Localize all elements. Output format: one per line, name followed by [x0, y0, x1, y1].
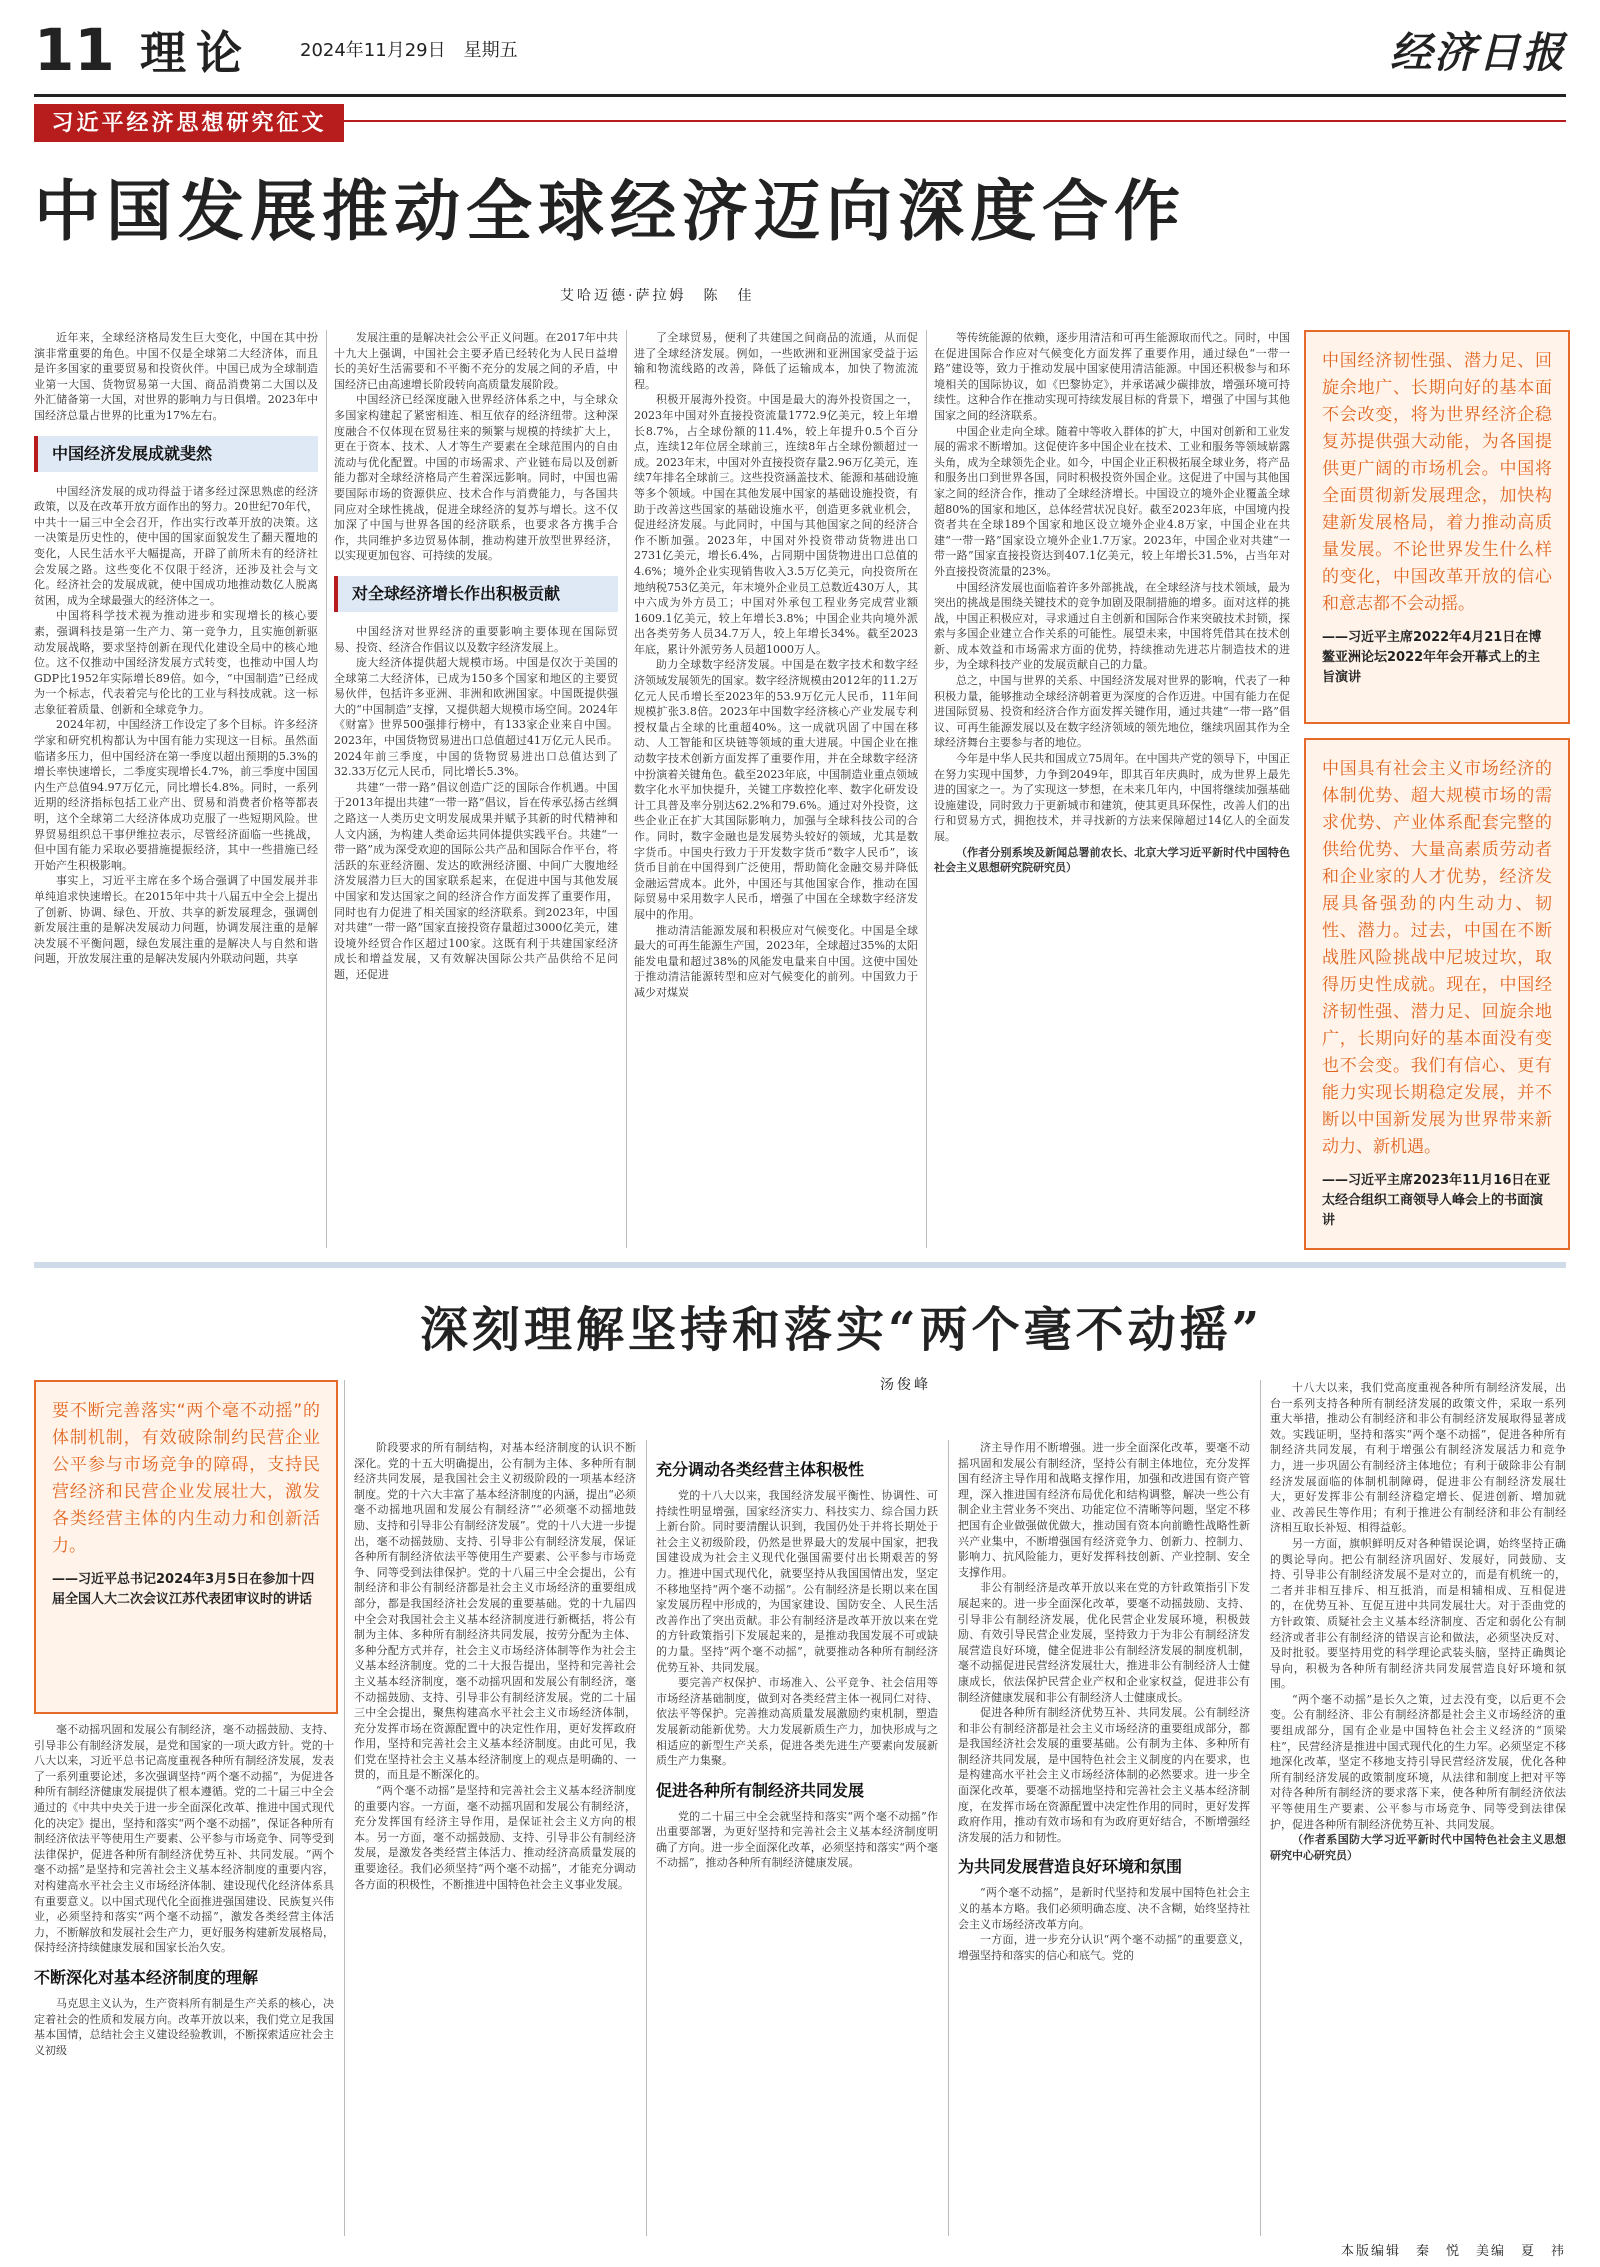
paragraph: 等传统能源的依赖，逐步用清洁和可再生能源取而代之。同时，中国在促进国际合作应对气候变化方面发挥了重要作用，通过绿色“一带一路”建设等，致力于推动发展中国家使用清洁能源。中国还积极参与和环境相关的国际协议，如《巴黎协定》，并承诺减少碳排放，增强环境可持续性。这种合作在推动实现可持续发展目标的背景下，增强了中国与其他国家之间的经济联系。	[934, 331, 1290, 422]
paragraph: 积极开展海外投资。中国是最大的海外投资国之一，2023年中国对外直接投资流量1772.9亿美元，较上年增长8.7%，占全球份额的11.4%，较上年提升0.5个百分点，连续12年位居全球前三，连续8年占全球份额超过一成。2023年末，中国对外直接投资存量2.96万亿美元，连续7年排名全球前三。这些投资涵盖技术、能源和基础设施等多个领域。中国在其他发展中国家的基础设施投资，有助于改善这些国家的基础设施水平，创造更多就业机会，促进经济发展。与此同时，中国与其他国家之间的经济合作不断加强。2023年，中国对外投资带动货物进出口2731亿美元，增长6.4%，占同期中国货物进出口总值的4.6%；境外企业实现销售收入3.5万亿美元，向投资所在地纳税753亿美元，年末境外企业员工总数近430万人，其中六成为外方员工；中国对外承包工程业务完成营业额1609.1亿美元，较上年增长3.8%；中国企业共向境外派出各类劳务人员34.7万人，较上年增长34%。截至2023年底，累计外派劳务人员超1000万人。	[634, 393, 918, 656]
article1-title: 中国发展推动全球经济迈向深度合作	[34, 173, 1186, 250]
paragraph: 中国经济对世界经济的重要影响主要体现在国际贸易、投资、经济合作倡议以及数字经济发展上。	[334, 624, 618, 654]
article1-subhead-2: 对全球经济增长作出积极贡献	[334, 576, 618, 612]
column-divider	[948, 1440, 949, 2236]
paragraph: 阶段要求的所有制结构，对基本经济制度的认识不断深化。党的十五大明确提出，公有制为主体、多种所有制经济共同发展，是我国社会主义初级阶段的一项基本经济制度。党的十六大丰富了基本经济制度的内涵，提出“必须毫不动摇地巩固和发展公有制经济”“必须毫不动摇地鼓励、支持和引导非公有制经济发展”。党的十八大进一步提出，毫不动摇鼓励、支持、引导非公有制经济发展，保证各种所有制经济依法平等使用生产要素、公平参与市场竞争、同等受到法律保护。党的十八届三中全会提出，公有制经济和非公有制经济都是社会主义市场经济的重要组成部分，都是我国经济社会发展的重要基础。党的十九届四中全会对我国社会主义基本经济制度进行新概括，将公有制为主体、多种所有制经济共同发展，按劳分配为主体、多种分配方式并存，社会主义市场经济体制等作为社会主义基本经济制度。党的二十大报告提出，坚持和完善社会主义基本经济制度，毫不动摇巩固和发展公有制经济，毫不动摇鼓励、支持、引导非公有制经济发展。党的二十届三中全会提出，聚焦构建高水平社会主义市场经济体制，充分发挥市场在资源配置中的决定性作用，更好发挥政府作用，坚持和完善社会主义基本经济制度。由此可见，我们党在坚持社会主义基本经济制度上的观点是明确的、一贯的，而且是不断深化的。	[354, 1441, 636, 1782]
author-note: （作者系国防大学习近平新时代中国特色社会主义思想研究中心研究员）	[1270, 1833, 1566, 1862]
column-tag-rule	[344, 120, 1566, 122]
quote-text: 中国具有社会主义市场经济的体制优势、超大规模市场的需求优势、产业体系配套完整的供给优势、大量高素质劳动者和企业家的人才优势，经济发展具备强劲的内生动力、韧性、潜力。过去，中国在不断战胜风险挑战中尼坡过坎，取得历史性成就。现在，中国经济韧性强、潜力足、回旋余地广，长期向好的基本面没有变也不会变。我们有信心、更有能力实现长期稳定发展，并不断以中国新发展为世界带来新动力、新机遇。	[1322, 759, 1552, 1157]
paragraph: 党的十八大以来，我国经济发展平衡性、协调性、可持续性明显增强，国家经济实力、科技实力、综合国力跃上新台阶。同时要清醒认识到，我国仍处于并将长期处于社会主义初级阶段，仍然是世界最大的发展中国家，把我国建设成为社会主义现代化强国需要付出长期艰苦的努力。推进中国式现代化，就要坚持从我国国情出发，坚定不移地坚持“两个毫不动摇”。公有制经济是长期以来在国家发展历程中形成的，为国家建设、国防安全、人民生活改善作出了突出贡献。非公有制经济是改革开放以来在党的方针政策指引下发展起来的，是推动我国发展不可或缺的力量。坚持“两个毫不动摇”，就要推动各种所有制经济优势互补、共同发展。	[656, 1489, 938, 1674]
header-rule	[34, 94, 1566, 97]
author-note: （作者分别系埃及新闻总署前农长、北京大学习近平新时代中国特色社会主义思想研究院研究员）	[934, 845, 1290, 875]
article1-authors: 艾哈迈德·萨拉姆 陈 佳	[560, 288, 755, 304]
paragraph: 中国经济发展的成功得益于诸多经过深思熟虑的经济政策，以及在改革开放方面作出的努力。20世纪70年代，中共十一届三中全会召开，作出实行改革开放的决策。这一决策是历史性的，使中国的国家面貌发生了翻天覆地的变化，人民生活水平大幅提高，开辟了前所未有的经济社会发展之路。这些变化不仅限于经济，还涉及社会与文化。经济社会的发展成就，使中国成功地推动数亿人脱离贫困，成为全球最强大的经济体之一。	[34, 484, 318, 607]
section-title: 理论	[140, 26, 252, 80]
paragraph: 2024年初，中国经济工作设定了多个目标。许多经济学家和研究机构都认为中国有能力实现这一目标。虽然面临诸多压力，但中国经济在第一季度以超出预期的5.3%的增长率快速增长，二季度实现增长4.7%，前三季度中国国内生产总值94.97万亿元，同比增长4.8%。同时，一系列近期的经济指标包括工业产出、贸易和消费者价格等都表明，这个全球第二大经济体成功克服了一些短期风险。世界贸易组织总干事伊维拉表示，尽管经济面临一些挑战，但中国有能力采取必要措施提振经济，其中一些措施已经开始产生积极影响。	[34, 718, 318, 872]
paragraph: 近年来，全球经济格局发生巨大变化，中国在其中扮演非常重要的角色。中国不仅是全球第二大经济体，而且是许多国家的重要贸易和投资伙伴。中国已成为全球制造业第一大国、货物贸易第一大国、商品消费第二大国以及外汇储备第一大国，对世界的影响力与日俱增。2023年中国经济总量占世界的比重为17%左右。	[34, 331, 318, 422]
column-divider	[926, 330, 927, 1248]
paragraph: 推动清洁能源发展和积极应对气候变化。中国是全球最大的可再生能源生产国，2023年，全球超过35%的太阳能发电量和超过38%的风能发电量来自中国。这使中国处于推动清洁能源转型和应对气候变化的前列。中国致力于减少对煤炭	[634, 923, 918, 999]
article2-subhead-4: 为共同发展营造良好环境和氛围	[958, 1857, 1183, 1877]
quote-source: ——习近平主席2023年11月16日在亚太经合组织工商领导人峰会上的书面演讲	[1322, 1173, 1551, 1228]
article2-author: 汤俊峰	[880, 1377, 931, 1393]
quote-text: 中国经济韧性强、潜力足、回旋余地广、长期向好的基本面不会改变，将为世界经济企稳复苏提供强大动能，为各国提供更广阔的市场机会。中国将全面贯彻新发展理念，加快构建新发展格局，着力推动高质量发展。不论世界发生什么样的变化，中国改革开放的信心和意志都不会动摇。	[1322, 351, 1552, 614]
paragraph: 发展注重的是解决社会公平正义问题。在2017年中共十九大上强调，中国社会主要矛盾已经转化为人民日益增长的美好生活需要和不平衡不充分的发展之间的矛盾，中国经济已由高速增长阶段转向高质量发展阶段。	[334, 331, 618, 391]
article2-column-5	[1270, 1380, 1566, 2236]
issue-date: 2024年11月29日 星期五	[300, 40, 518, 61]
paragraph: 庞大经济体提供超大规模市场。中国是仅次于美国的全球第二大经济体，已成为150多个国家和地区的主要贸易伙伴，包括许多亚洲、非洲和欧洲国家。中国既提供强大的“中国制造”支撑，又提供超大规模市场空间。2024年《财富》世界500强排行榜中，有133家企业来自中国。2023年，中国货物贸易进出口总值超过41万亿元人民币。2024年前三季度，中国的货物贸易进出口总值达到了32.33万亿元人民币，同比增长5.3%。	[334, 656, 618, 779]
page-number: 11	[34, 16, 115, 84]
paragraph: 中国企业走向全球。随着中等收入群体的扩大，中国对创新和工业发展的需求不断增加。这促使许多中国企业在技术、工业和服务等领域崭露头角，成为全球领先企业。如今，中国企业正积极拓展全球业务，将产品和服务出口到世界各国，同时积极投资外国企业。这促进了中国与其他国家之间的经济合作，推动了全球经济增长。中国设立的境外企业覆盖全球超80%的国家和地区，总体经营状况良好。截至2023年底，中国境内投资者共在全球189个国家和地区设立境外企业4.8万家，中国企业在共建“一带一路”国家设立境外企业1.7万家。2023年，中国企业对共建“一带一路”国家直接投资达到407.1亿美元，较上年增长31.5%，占当年对外直接投资流量的23%。	[934, 424, 1290, 578]
paragraph: 非公有制经济是改革开放以来在党的方针政策指引下发展起来的。进一步全面深化改革，要毫不动摇鼓励、支持、引导非公有制经济发展，优化民营企业发展环境，积极鼓励、有效引导民营企业发展，坚持致力于为非公有制经济发展营造良好环境，健全促进非公有制经济发展的制度机制，毫不动摇促进民营经济发展壮大，推进非公有制经济人士健康成长，依法保护民营企业产权和企业家权益，促进非公有制经济健康发展和非公有制经济人士健康成长。	[958, 1581, 1250, 1704]
paragraph: 济主导作用不断增强。进一步全面深化改革，要毫不动摇巩固和发展公有制经济，坚持公有制主体地位，充分发挥国有经济主导作用和战略支撑作用，加强和改进国有资产管理，深入推进国有经济布局优化和结构调整，解决一些公有制企业主营业务不突出、功能定位不清晰等问题，坚定不移把国有企业做强做优做大，推动国有资本向前瞻性战略性新兴产业集中，不断增强国有经济竞争力、创新力、控制力、影响力、抗风险能力，更好发挥科技创新、产业控制、安全支撑作用。	[958, 1441, 1250, 1579]
paragraph: 中国经济已经深度融入世界经济体系之中，与全球众多国家构建起了紧密相连、相互依存的经济纽带。这种深度融合不仅体现在贸易往来的频繁与规模的持续扩大上，更在于资本、技术、人才等生产要素在全球范围内的自由流动与优化配置。中国的市场需求、产业链布局以及创新能力都对全球经济格局产生着深远影响。同时，中国也需要国际市场的资源供应、技术合作与消费能力，与各国共同应对全球性挑战，促进全球经济的复苏与增长。这不仅加深了中国与世界各国的经济联系，也要求各方携手合作，共同维护多边贸易体制，推动构建开放型世界经济，以实现更加包容、可持续的发展。	[334, 393, 618, 563]
quote-box-3	[34, 1380, 338, 1714]
paragraph: 马克思主义认为，生产资料所有制是生产关系的核心，决定着社会的性质和发展方向。改革开放以来，我们党立足我国基本国情，总结社会主义建设经验教训，不断探索适应社会主义初级	[34, 1996, 334, 2057]
column-divider	[344, 1380, 345, 2236]
quote-source: ——习近平主席2022年4月21日在博鳌亚洲论坛2022年年会开幕式上的主旨演讲	[1322, 630, 1542, 685]
quote-source: ——习近平总书记2024年3月5日在参加十四届全国人大二次会议江苏代表团审议时的讲话	[52, 1572, 315, 1607]
paragraph: 一方面，进一步充分认识“两个毫不动摇”的重要意义，增强坚持和落实的信心和底气。党的	[958, 1933, 1250, 1962]
paragraph: 事实上，习近平主席在多个场合强调了中国发展并非单纯追求快速增长。在2015年中共十八届五中全会上提出了创新、协调、绿色、开放、共享的新发展理念，强调创新发展注重的是解决发展动力问题，协调发展注重的是解决发展不平衡问题，绿色发展注重的是解决人与自然和谐问题，开放发展注重的是解决发展内外联动问题，共享	[34, 874, 318, 966]
column-tag: 习近平经济思想研究征文	[34, 104, 344, 142]
paragraph: 另一方面，旗帜鲜明反对各种错误论调，始终坚持正确的舆论导向。把公有制经济巩固好、发展好，同鼓励、支持、引导非公有制经济发展不是对立的，而是有机统一的，二者并非相互排斥、相互抵消，而是相辅相成、互相促进的，在优势互补、互促互进中共同发展壮大。对于歪曲党的方针政策、质疑社会主义基本经济制度、否定和弱化公有制经济或者非公有制经济的错误言论和做法，必须坚决反对、及时批驳。要坚持用党的科学理论武装头脑，坚持正确舆论导向，积极为各种所有制经济共同发展营造良好环境和氛围。	[1270, 1536, 1566, 1691]
column-divider	[326, 330, 327, 1248]
paragraph: 今年是中华人民共和国成立75周年。在中国共产党的领导下，中国正在努力实现中国梦，力争到2049年，即其百年庆典时，成为世界上最先进的国家之一。为了实现这一梦想，在未来几年内，中国将继续加强基础设施建设，同时致力于更新城市和建筑，使其更具环保性，改善人们的出行和贸易方式，拥抱技术，并寻找新的方法来保障超过14亿人的全面发展。	[934, 752, 1290, 843]
paragraph: 中国将科学技术视为推动进步和实现增长的核心要素，强调科技是第一生产力、第一竞争力，且实施创新驱动发展战略，要求坚持创新在现代化建设全局中的核心地位。这不仅推动中国经济发展方式转变，也推动中国人均GDP比1952年实际增长89倍。如今，“中国制造”已经成为一个标志，代表着完与伦比的工业与科技成就。这一标志象征着质量、创新和全球竞争力。	[34, 609, 318, 716]
paragraph: 十八大以来，我们党高度重视各种所有制经济发展，出台一系列支持各种所有制经济发展的政策文件，采取一系列重大举措，推动公有制经济和非公有制经济发展取得显著成效。实践证明，坚持和落实“两个毫不动摇”，促进各种所有制经济共同发展，有利于增强公有制经济发展活力和竞争力，进一步巩固公有制经济主体地位；有利于破除非公有制经济发展面临的体制机制障碍，促进非公有制经济发展壮大，更好发挥非公有制经济稳定增长、促进创新、增加就业、改善民生等作用；有利于推进公有制经济和非公有制经济相互取长补短、相得益彰。	[1270, 1381, 1566, 1535]
article1-subhead-1: 中国经济发展成就斐然	[34, 436, 318, 472]
paragraph: 中国经济发展也面临着许多外部挑战，在全球经济与技术领域，最为突出的挑战是围绕关键技术的竞争加剧及限制措施的增多。面对这样的挑战，中国正积极应对，寻求通过自主创新和国际合作来突破技术封锁，探索与多国企业建立合作关系的可能性。展望未来，中国将凭借其在技术创新、成本效益和市场需求方面的优势，持续推动先进芯片制造技术的进步，为全球科技产业的发展贡献自己的力量。	[934, 580, 1290, 672]
paragraph: “两个毫不动摇”是坚持和完善社会主义基本经济制度的重要内容。一方面，毫不动摇巩固和发展公有制经济，充分发挥国有经济主导作用，是保证社会主义方向的根本。另一方面，毫不动摇鼓励、支持、引导非公有制经济发展，是激发各类经营主体活力、推动经济高质量发展的重要途径。我们必须坚持“两个毫不动摇”，才能充分调动各方面的积极性，不断推进中国特色社会主义事业发展。	[354, 1784, 636, 1891]
article2-column-1	[34, 1722, 334, 2237]
quote-box-2	[1304, 738, 1570, 1250]
article1-column-2	[334, 330, 618, 1248]
column-divider	[1260, 1380, 1261, 2236]
paragraph: 总之，中国与世界的关系、中国经济发展对世界的影响，代表了一种积极力量，能够推动全球经济朝着更为深度的合作迈进。中国有能力在促进国际贸易、投资和经济合作方面发挥关键作用，通过共建“一带一路”倡议、可再生能源发展以及在数字经济领域的领先地位，继续巩固其作为全球经济舞台主要参与者的地位。	[934, 674, 1290, 750]
article2-column-4	[958, 1440, 1250, 2236]
article2-column-3	[656, 1440, 938, 2236]
quote-text: 要不断完善落实“两个毫不动摇”的体制机制，有效破除制约民营企业公平参与市场竞争的障碍，支持民营经济和民营企业发展壮大，激发各类经营主体的内生动力和创新活力。	[52, 1401, 320, 1556]
article1-column-3	[634, 330, 918, 1248]
article2-subhead-2: 充分调动各类经营主体积极性	[656, 1460, 865, 1479]
column-divider	[646, 1440, 647, 2236]
article2-subhead-3: 促进各种所有制经济共同发展	[656, 1780, 865, 1800]
paragraph: 了全球贸易，便利了共建国之间商品的流通，从而促进了全球经济发展。例如，一些欧洲和亚洲国家受益于运输和物流线路的改善，降低了运输成本，加快了物流流程。	[634, 331, 918, 391]
paragraph: 共建“一带一路”倡议创造广泛的国际合作机遇。中国于2013年提出共建“一带一路”倡议，旨在传承弘扬古丝绸之路这一人类历史文明发展成果并赋予其新的时代精神和人文内涵，为构建人类命运共同体提供实践平台。共建“一带一路”成为深受欢迎的国际公共产品和国际合作平台，将活跃的东亚经济圈、发达的欧洲经济圈、中间广大腹地经济发展潜力巨大的国家联系起来，在促进中国与其他发展中国家和发达国家之间的经济合作方面发挥了重要作用，同时也有力促进了相关国家的经济联系。到2023年，中国对共建“一带一路”国家直接投资存量超过3000亿美元，建设境外经贸合作区超过100家。这既有利于共建国家经济成长和增益发展，又有效解决国际公共产品供给不足问题，还促进	[334, 780, 618, 981]
page-footer-editors: 本版编辑 秦 悦 美编 夏 祎	[1340, 2244, 1566, 2259]
article-separator	[34, 1262, 1566, 1268]
article2-subhead-1: 不断深化对基本经济制度的理解	[34, 1967, 259, 1987]
article1-column-4	[934, 330, 1290, 1248]
article2-title: 深刻理解坚持和落实“两个毫不动摇”	[420, 1302, 1264, 1358]
paragraph: “两个毫不动摇”，是新时代坚持和发展中国特色社会主义的基本方略。我们必须明确态度、决不含糊，始终坚持社会主义市场经济改革方向。	[958, 1886, 1250, 1931]
paragraph: “两个毫不动摇”是长久之策，过去没有变，以后更不会变。公有制经济、非公有制经济都是社会主义市场经济的重要组成部分，国有企业是中国特色社会主义经济的“顶梁柱”，民营经济是推进中国式现代化的生力军。必须坚定不移地深化改革，坚定不移地支持引导民营经济发展，优化各种所有制经济发展的政策制度环境，从法律和制度上把对平等对待各种所有制经济的要求落下来，使各种所有制经济依法平等使用生产要素、公平参与市场竞争、同等受到法律保护，促进各种所有制经济优势互补、共同发展。	[1270, 1692, 1566, 1831]
paragraph: 要完善产权保护、市场准入、公平竞争、社会信用等市场经济基础制度，做到对各类经营主体一视同仁对待、依法平等保护。完善推动高质量发展激励约束机制，塑造发展新动能新优势。大力发展新质生产力，加快形成与之相适应的新型生产关系，促进各类先进生产要素向发展新质生产力集聚。	[656, 1676, 938, 1768]
column-divider	[626, 330, 627, 1248]
article1-column-1	[34, 330, 318, 1248]
article2-column-2	[354, 1440, 636, 2236]
paragraph: 毫不动摇巩固和发展公有制经济，毫不动摇鼓励、支持、引导非公有制经济发展，是党和国家的一项大政方针。党的十八大以来，习近平总书记高度重视各种所有制经济发展，发表了一系列重要论述，多次强调坚持“两个毫不动摇”，为促进各种所有制经济健康发展提供了根本遵循。党的二十届三中全会通过的《中共中央关于进一步全面深化改革、推进中国式现代化的决定》提出，坚持和落实“两个毫不动摇”，保证各种所有制经济依法平等使用生产要素、公平参与市场竞争、同等受到法律保护，促进各种所有制经济优势互补、共同发展。“两个毫不动摇”是坚持和完善社会主义基本经济制度的重要内容，对构建高水平社会主义市场经济体制、建设现代化经济体系具有重要意义。以中国式现代化全面推进强国建设、民族复兴伟业，必须坚持和落实“两个毫不动摇”，激发各类经营主体活力，不断解放和发展社会生产力，更好服务构建新发展格局，保持经济持续健康发展和国家长治久安。	[34, 1723, 334, 1955]
quote-box-1	[1304, 330, 1570, 724]
newspaper-logo: 经济日报	[1389, 28, 1566, 77]
paragraph: 促进各种所有制经济优势互补、共同发展。公有制经济和非公有制经济都是社会主义市场经济的重要组成部分，都是我国经济社会发展的重要基础。公有制为主体、多种所有制经济共同发展，是中国特色社会主义制度的内在要求，也是构建高水平社会主义市场经济体制的必然要求。进一步全面深化改革，要毫不动摇地坚持和完善社会主义基本经济制度，在发挥市场在资源配置中决定性作用的同时，更好发挥政府作用，推动有效市场和有为政府更好结合，不断增强经济发展的活力和韧性。	[958, 1706, 1250, 1844]
paragraph: 党的二十届三中全会就坚持和落实“两个毫不动摇”作出重要部署，为更好坚持和完善社会主义基本经济制度明确了方向。进一步全面深化改革，必须坚持和落实“两个毫不动摇”，推动各种所有制经济健康发展。	[656, 1809, 938, 1870]
paragraph: 助力全球数字经济发展。中国是在数字技术和数字经济领域发展领先的国家。数字经济规模由2012年的11.2万亿元人民币增长至2023年的53.9万亿元人民币，11年间规模扩张3.8倍。2023年中国数字经济核心产业发展专利授权量占全球的比重超40%。这一成就巩固了中国在移动、人工智能和区块链等领域的重大进展。中国企业在推动数字技术创新方面发挥了重要作用，并在全球数字经济中扮演着关键角色。截至2023年底，中国制造业重点领域数字化水平加快提升，关键工序数控化率、数字化研发设计工具普及率分别达62.2%和79.6%。通过对外投资，这些企业正在扩大其国际影响力，加强与全球科技公司的合作。同时，数字金融也是发展势头较好的领域，尤其是数字货币。中国央行致力于开发数字货币“数字人民币”，该货币目前在中国得到广泛使用，帮助简化金融交易并降低金融运营成本。此外，中国还与其他国家合作，推动在国际贸易中采用数字人民币，增强了中国在全球数字经济发展中的作用。	[634, 658, 918, 921]
